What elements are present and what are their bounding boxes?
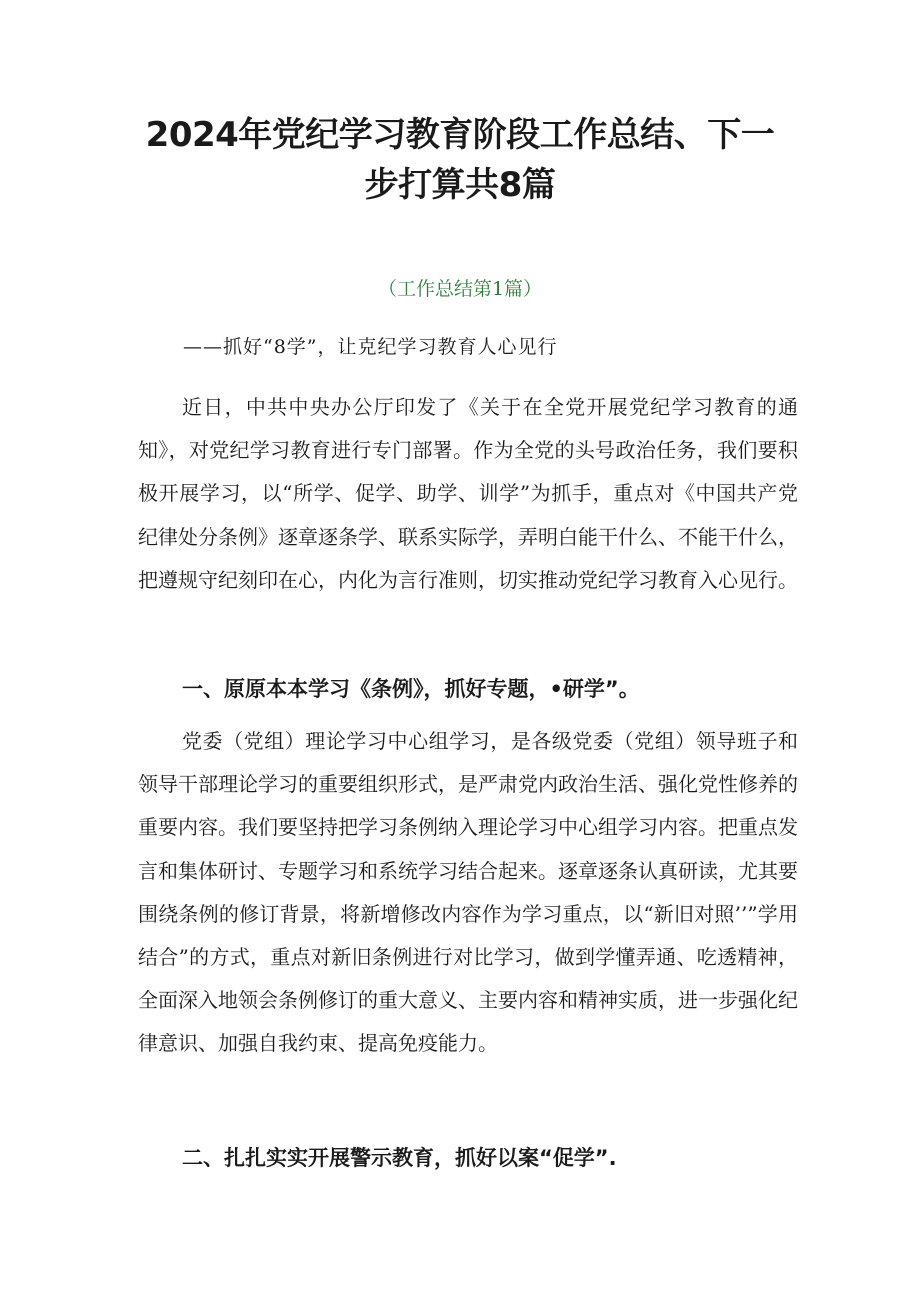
body-paragraph-intro: 近日，中共中央办公厅印发了《关于在全党开展党纪学习教育的通知》，对党纪学习教育进行专门部署。作为全党的头号政治任务，我们要积极开展学习，以“所学、促学、助学、训学”为抓手，重点对《中国共产党纪律处分条例》逐章逐条学、联系实际学，弄明白能干什么、不能干什么，把遵规守纪刻印在心，内化为言行准则，切实推动党纪学习教育入心见行。 (138, 395, 798, 592)
document-title (130, 110, 790, 210)
section-heading-1: 一、原原本本学习《条例》，抓好专题，•研学”。 (182, 677, 640, 701)
title-line-2: 步打算共8篇 (364, 165, 556, 205)
article-tagline: ——抓好“8学”，让克纪学习教育人心见行 (183, 336, 558, 358)
body-paragraph-section-1: 党委（党组）理论学习中心组学习，是各级党委（党组）领导班子和领导干部理论学习的重要组织形式，是严肃党内政治生活、强化党性修养的重要内容。我们要坚持把学习条例纳入理论学习中心组学习内容。把重点发言和集体研讨、专题学习和系统学习结合起来。逐章逐条认真研读，尤其要围绕条例的修订背景，将新增修改内容作为学习重点，以“新旧对照’’”学用结合”的方式，重点对新旧条例进行对比学习，做到学懂弄通、吃透精神，全面深入地领会条例修订的重大意义、主要内容和精神实质，进一步强化纪律意识、加强自我约束、提高免疫能力。 (138, 729, 798, 1056)
section-heading-2: 二、扎扎实实开展警示教育，抓好以案“促学”. (182, 1146, 617, 1170)
article-number-subheading: （工作总结第1篇） (377, 278, 543, 300)
title-line-1: 2024年党纪学习教育阶段工作总结、下一 (145, 115, 775, 155)
